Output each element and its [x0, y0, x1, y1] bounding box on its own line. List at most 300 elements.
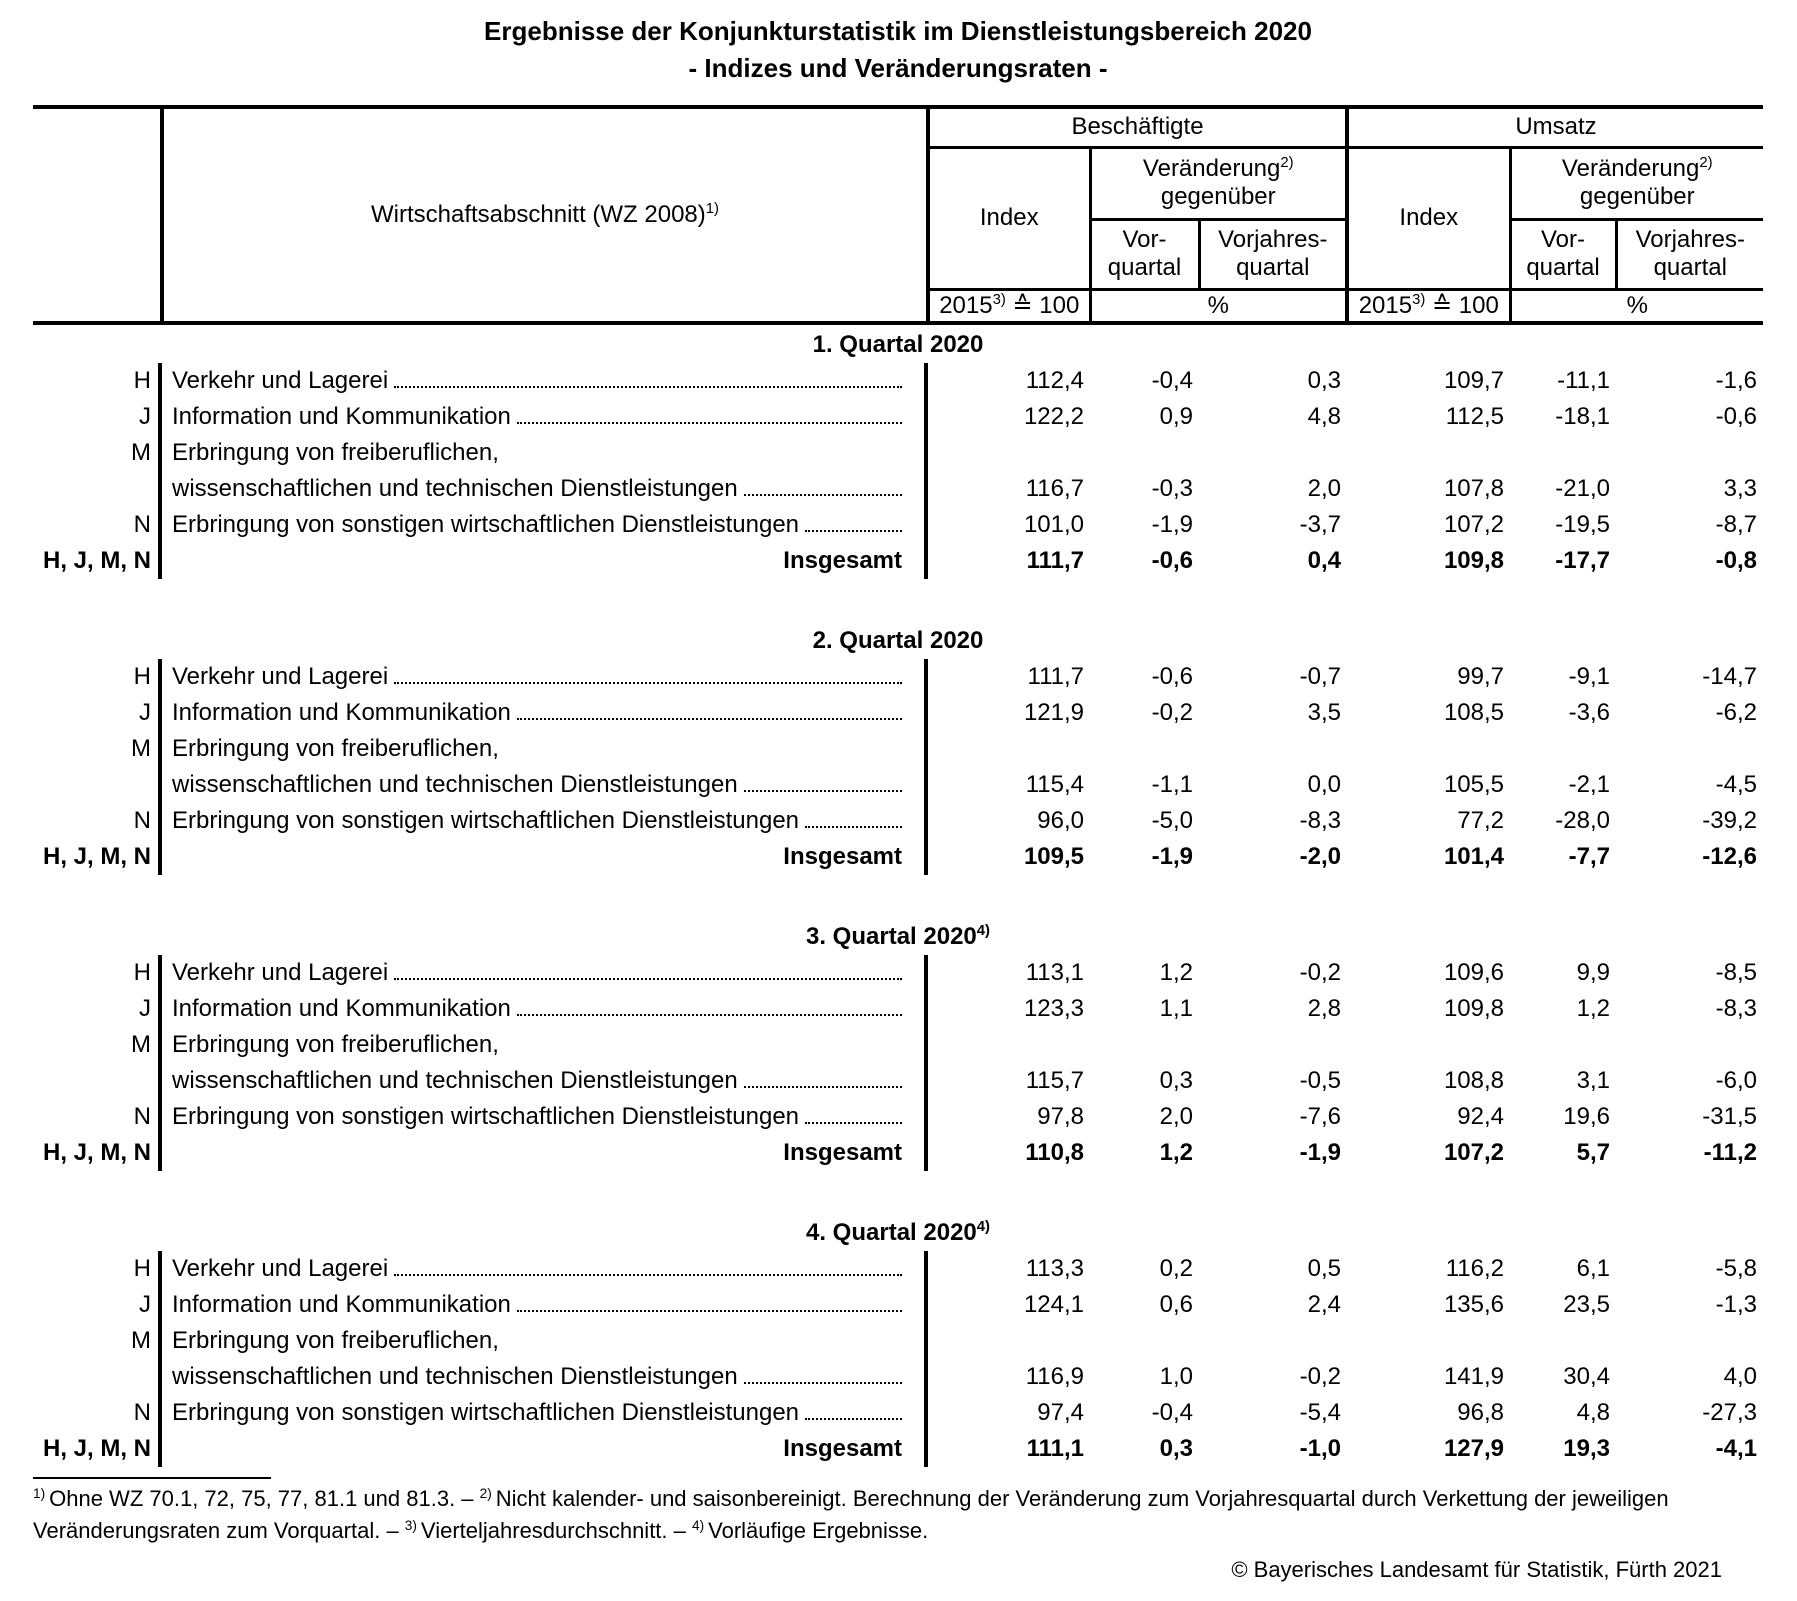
section-label	[162, 1027, 928, 1063]
umsatz-vorquartal-value: 5,7	[1576, 1139, 1610, 1166]
beschaeftigte-index-value: 122,2	[1023, 403, 1084, 430]
section-label	[162, 363, 928, 399]
beschaeftigte-vorquartal-value: 1,1	[1159, 995, 1193, 1022]
unit-base: 2015	[939, 291, 993, 319]
beschaeftigte-index-value: 97,4	[1037, 1399, 1084, 1426]
umsatz-vorjahresquartal-value: -4,5	[1715, 771, 1757, 798]
table-row	[33, 1323, 1763, 1359]
section-letter: H	[33, 955, 162, 991]
umsatz-vorjahresquartal-value: -8,7	[1715, 511, 1757, 538]
umsatz-vorquartal-value: -7,7	[1568, 843, 1610, 870]
umsatz-index-value: 109,7	[1443, 367, 1504, 394]
beschaeftigte-vorquartal-value: 2,0	[1159, 1103, 1193, 1130]
section-label	[162, 695, 928, 731]
total-label-text: Insgesamt	[783, 843, 902, 870]
umsatz-index-value: 99,7	[1457, 663, 1504, 690]
table-row	[33, 1287, 1763, 1323]
vorquartal-line2: quartal	[1107, 254, 1182, 281]
beschaeftigte-vorquartal-value: -0,6	[1151, 547, 1193, 574]
umsatz-vorquartal-value: -11,1	[1557, 367, 1610, 394]
umsatz-vorquartal-value: -18,1	[1555, 403, 1610, 430]
section-label	[162, 1323, 928, 1359]
section-label	[162, 767, 928, 803]
beschaeftigte-vorjahresquartal-value: -2,0	[1299, 843, 1341, 870]
beschaeftigte-vorquartal-value: -1,9	[1151, 511, 1193, 538]
beschaeftigte-vorjahresquartal-value: -8,3	[1299, 807, 1341, 834]
section-label-text: wissenschaftlichen und technischen Dienstleistungen	[172, 771, 738, 798]
header-beschaeftigte-index: Index	[928, 147, 1090, 289]
umsatz-vorquartal-value: 4,8	[1576, 1399, 1610, 1426]
footnote-text-2: Nicht kalender- und saisonbereinigt. Berechnung der Veränderung zum Vorjahresquartal durch Verkettung der jeweiligen Veränderungsraten zum Vorquartal. –	[33, 1486, 1669, 1543]
footnote-ref-1: 1)	[705, 200, 719, 217]
table-row	[33, 1359, 1763, 1395]
dot-leader	[744, 493, 902, 496]
quarter-block-q2	[33, 623, 1763, 875]
vorjahresquartal-line2: quartal	[1653, 254, 1727, 281]
table-row	[33, 955, 1763, 991]
section-label	[162, 659, 928, 695]
beschaeftigte-vorjahresquartal-value: 4,8	[1307, 403, 1341, 430]
section-label	[162, 471, 928, 507]
section-letter	[33, 1359, 162, 1395]
header-unit-2015	[928, 289, 1090, 323]
section-label-text: Information und Kommunikation	[172, 699, 511, 726]
gegenueber-label: gegenüber	[1579, 183, 1695, 210]
section-label	[162, 955, 928, 991]
header-umsatz: Umsatz	[1347, 107, 1763, 147]
header-umsatz-vorquartal	[1510, 219, 1616, 289]
header-wirtschaftsabschnitt-label: Wirtschaftsabschnitt (WZ 2008)	[371, 200, 706, 228]
beschaeftigte-index-value: 116,7	[1025, 475, 1084, 502]
umsatz-vorquartal-value: 19,3	[1563, 1435, 1610, 1462]
beschaeftigte-index-value: 115,4	[1025, 771, 1084, 798]
beschaeftigte-vorjahresquartal-value: 3,5	[1307, 699, 1341, 726]
table-row	[33, 731, 1763, 767]
beschaeftigte-index-value: 97,8	[1037, 1103, 1084, 1130]
section-letter: H	[33, 363, 162, 399]
beschaeftigte-index-value: 124,1	[1023, 1291, 1084, 1318]
umsatz-vorjahresquartal-value: -4,1	[1715, 1435, 1757, 1462]
vorjahresquartal-line2: quartal	[1236, 254, 1310, 281]
footnote-text-3: Vierteljahresdurchschnitt. –	[420, 1517, 692, 1543]
beschaeftigte-index-value: 112,4	[1025, 367, 1084, 394]
section-label-text: Verkehr und Lagerei	[172, 367, 389, 394]
table-row	[33, 507, 1763, 543]
section-label-text: Erbringung von sonstigen wirtschaftlichen Dienstleistungen	[172, 1399, 800, 1426]
footnote-text-4: Vorläufige Ergebnisse.	[708, 1517, 929, 1543]
beschaeftigte-index-value: 123,3	[1023, 995, 1084, 1022]
dot-leader	[394, 977, 902, 980]
vorquartal-line1: Vor-	[1122, 225, 1167, 253]
umsatz-index-value: 105,5	[1443, 771, 1504, 798]
gegenueber-label: gegenüber	[1160, 183, 1276, 210]
section-label-text: wissenschaftlichen und technischen Dienstleistungen	[172, 1067, 738, 1094]
beschaeftigte-vorjahresquartal-value: -0,2	[1299, 1363, 1341, 1390]
footnote-marker-1: 1)	[33, 1485, 46, 1501]
total-label	[162, 1135, 928, 1171]
beschaeftigte-vorquartal-value: 1,2	[1159, 959, 1193, 986]
section-letter: M	[33, 435, 162, 471]
section-label-text: Verkehr und Lagerei	[172, 1255, 389, 1282]
dot-leader	[744, 789, 902, 792]
beschaeftigte-index-value: 116,9	[1025, 1363, 1084, 1390]
footnote-ref-4: 4)	[976, 923, 990, 939]
quarter-title	[33, 623, 1763, 659]
section-label-text: Erbringung von freiberuflichen,	[172, 1031, 499, 1058]
section-label-text: Erbringung von sonstigen wirtschaftlichen Dienstleistungen	[172, 1103, 800, 1130]
beschaeftigte-vorquartal-value: -0,3	[1151, 475, 1193, 502]
beschaeftigte-vorjahresquartal-value: -0,2	[1299, 959, 1341, 986]
section-label	[162, 1251, 928, 1287]
umsatz-vorjahresquartal-value: -8,3	[1715, 995, 1757, 1022]
dot-leader	[517, 1013, 902, 1016]
quarter-title	[33, 1215, 1763, 1251]
veraenderung-label: Veränderung	[1561, 154, 1700, 182]
umsatz-vorjahresquartal-value: -1,6	[1715, 367, 1757, 394]
beschaeftigte-vorjahresquartal-value: 2,4	[1307, 1291, 1341, 1318]
dot-leader	[394, 1273, 902, 1276]
beschaeftigte-vorquartal-value: 1,0	[1159, 1363, 1193, 1390]
dot-leader	[805, 1417, 902, 1420]
unit-rest: ≙ 100	[1012, 291, 1080, 319]
table-row	[33, 767, 1763, 803]
section-letter: N	[33, 1099, 162, 1135]
umsatz-vorjahresquartal-value: -39,2	[1702, 807, 1757, 834]
umsatz-vorquartal-value: -17,7	[1555, 547, 1610, 574]
beschaeftigte-vorjahresquartal-value: 0,5	[1307, 1255, 1341, 1282]
umsatz-vorjahresquartal-value: -27,3	[1702, 1399, 1757, 1426]
table-row-total	[33, 839, 1763, 875]
section-label-text: Erbringung von freiberuflichen,	[172, 735, 499, 762]
beschaeftigte-vorquartal-value: -0,4	[1151, 367, 1193, 394]
table-row	[33, 1251, 1763, 1287]
dot-leader	[394, 385, 902, 388]
table-row	[33, 991, 1763, 1027]
dot-leader	[517, 717, 902, 720]
section-letter: H, J, M, N	[33, 839, 162, 875]
table-row	[33, 399, 1763, 435]
section-label-text: Verkehr und Lagerei	[172, 959, 389, 986]
section-letter: M	[33, 1323, 162, 1359]
table-header	[33, 105, 1763, 325]
section-label-text: Information und Kommunikation	[172, 403, 511, 430]
table-row	[33, 695, 1763, 731]
umsatz-vorquartal-value: 19,6	[1563, 1103, 1610, 1130]
umsatz-vorquartal-value: -3,6	[1568, 699, 1610, 726]
footnotes	[33, 1483, 1713, 1547]
section-label-text: wissenschaftlichen und technischen Dienstleistungen	[172, 475, 738, 502]
section-label	[162, 1395, 928, 1431]
umsatz-index-value: 108,5	[1443, 699, 1504, 726]
quarter-title-text: 4. Quartal 2020	[806, 1219, 977, 1246]
dot-leader	[394, 681, 902, 684]
beschaeftigte-vorjahresquartal-value: -1,0	[1299, 1435, 1341, 1462]
footnote-marker-3: 3)	[404, 1517, 417, 1533]
section-label	[162, 1359, 928, 1395]
umsatz-index-value: 107,2	[1443, 511, 1504, 538]
beschaeftigte-vorquartal-value: 1,2	[1159, 1139, 1193, 1166]
statistics-table	[33, 105, 1763, 1467]
beschaeftigte-vorquartal-value: 0,3	[1159, 1435, 1193, 1462]
section-label	[162, 1063, 928, 1099]
vorquartal-line1: Vor-	[1541, 225, 1586, 253]
quarter-title-text: 3. Quartal 2020	[806, 923, 977, 950]
umsatz-vorjahresquartal-value: -6,0	[1715, 1067, 1757, 1094]
umsatz-vorjahresquartal-value: -11,2	[1703, 1139, 1757, 1166]
umsatz-index-value: 109,8	[1443, 547, 1504, 574]
beschaeftigte-vorquartal-value: 0,3	[1159, 1067, 1193, 1094]
copyright-notice: © Bayerisches Landesamt für Statistik, Fürth 2021	[1231, 1556, 1722, 1582]
beschaeftigte-vorjahresquartal-value: -3,7	[1299, 511, 1341, 538]
dot-leader	[805, 529, 902, 532]
footnote-ref-3: 3)	[992, 291, 1006, 308]
umsatz-vorjahresquartal-value: -8,5	[1715, 959, 1757, 986]
footnote-ref-2: 2)	[1699, 154, 1713, 171]
beschaeftigte-vorquartal-value: -0,2	[1151, 699, 1193, 726]
umsatz-index-value: 116,2	[1445, 1255, 1504, 1282]
beschaeftigte-vorjahresquartal-value: 0,4	[1307, 547, 1341, 574]
beschaeftigte-index-value: 110,8	[1025, 1139, 1084, 1166]
umsatz-vorjahresquartal-value: 4,0	[1723, 1363, 1757, 1390]
quarter-title	[33, 919, 1763, 955]
header-beschaeftigte-vorjahresquartal	[1199, 219, 1347, 289]
total-label-text: Insgesamt	[783, 1435, 902, 1462]
section-letter: J	[33, 1287, 162, 1323]
beschaeftigte-index-value: 111,7	[1026, 547, 1084, 574]
beschaeftigte-vorjahresquartal-value: -7,6	[1299, 1103, 1341, 1130]
dot-leader	[805, 1121, 902, 1124]
section-letter: H, J, M, N	[33, 1135, 162, 1171]
umsatz-index-value: 109,6	[1443, 959, 1504, 986]
section-letter: N	[33, 1395, 162, 1431]
section-letter: J	[33, 991, 162, 1027]
footnote-text-1: Ohne WZ 70.1, 72, 75, 77, 81.1 und 81.3. –	[49, 1486, 480, 1511]
table-row	[33, 1395, 1763, 1431]
footnote-ref-3: 3)	[1412, 291, 1426, 308]
section-letter	[33, 471, 162, 507]
section-letter	[33, 1063, 162, 1099]
header-letter-column	[33, 107, 162, 323]
section-label-text: Erbringung von freiberuflichen,	[172, 1327, 499, 1354]
umsatz-vorquartal-value: 30,4	[1563, 1363, 1610, 1390]
umsatz-index-value: 107,2	[1443, 1139, 1504, 1166]
section-label-text: Erbringung von sonstigen wirtschaftlichen Dienstleistungen	[172, 511, 800, 538]
beschaeftigte-vorjahresquartal-value: 2,8	[1307, 995, 1341, 1022]
beschaeftigte-vorjahresquartal-value: 2,0	[1307, 475, 1341, 502]
beschaeftigte-index-value: 111,1	[1026, 1435, 1084, 1462]
total-label-text: Insgesamt	[783, 1139, 902, 1166]
total-label-text: Insgesamt	[783, 547, 902, 574]
umsatz-index-value: 92,4	[1457, 1103, 1504, 1130]
section-letter: M	[33, 731, 162, 767]
beschaeftigte-vorquartal-value: -0,4	[1151, 1399, 1193, 1426]
quarter-title	[33, 327, 1763, 363]
section-label	[162, 507, 928, 543]
quarter-title-text: 1. Quartal 2020	[812, 331, 984, 358]
header-unit-percent: %	[1207, 291, 1229, 319]
table-row	[33, 435, 1763, 471]
section-label-text: Information und Kommunikation	[172, 1291, 511, 1318]
table-row	[33, 1063, 1763, 1099]
umsatz-vorjahresquartal-value: -14,7	[1702, 663, 1757, 690]
umsatz-vorquartal-value: 23,5	[1563, 1291, 1610, 1318]
beschaeftigte-index-value: 111,7	[1027, 663, 1084, 690]
beschaeftigte-vorquartal-value: -0,6	[1151, 663, 1193, 690]
page-subtitle: - Indizes und Veränderungsraten -	[688, 53, 1108, 83]
umsatz-vorjahresquartal-value: -0,6	[1715, 403, 1757, 430]
quarter-block-q3	[33, 919, 1763, 1171]
title-block	[33, 0, 1763, 84]
dot-leader	[517, 1309, 902, 1312]
header-beschaeftigte: Beschäftigte	[928, 107, 1347, 147]
umsatz-vorjahresquartal-value: -0,8	[1715, 547, 1757, 574]
beschaeftigte-vorjahresquartal-value: 0,3	[1307, 367, 1341, 394]
header-unit-percent: %	[1626, 291, 1648, 319]
footnote-separator	[33, 1477, 271, 1479]
beschaeftigte-index-value: 113,3	[1025, 1255, 1084, 1282]
table-row	[33, 659, 1763, 695]
beschaeftigte-index-value: 113,1	[1025, 959, 1084, 986]
quarter-block-q4	[33, 1215, 1763, 1467]
beschaeftigte-vorjahresquartal-value: -0,5	[1299, 1067, 1341, 1094]
total-label	[162, 1431, 928, 1467]
veraenderung-label: Veränderung	[1142, 154, 1281, 182]
section-label	[162, 803, 928, 839]
umsatz-vorquartal-value: 1,2	[1576, 995, 1610, 1022]
section-label	[162, 731, 928, 767]
section-letter: N	[33, 803, 162, 839]
footnote-ref-2: 2)	[1280, 154, 1294, 171]
table-row	[33, 803, 1763, 839]
quarter-title-text: 2. Quartal 2020	[812, 627, 984, 654]
umsatz-index-value: 112,5	[1445, 403, 1504, 430]
quarter-block-q1	[33, 327, 1763, 579]
umsatz-vorjahresquartal-value: -12,6	[1702, 843, 1757, 870]
umsatz-vorquartal-value: -21,0	[1555, 475, 1610, 502]
section-label-text: Information und Kommunikation	[172, 995, 511, 1022]
section-label-text: wissenschaftlichen und technischen Dienstleistungen	[172, 1363, 738, 1390]
umsatz-vorquartal-value: 6,1	[1576, 1255, 1610, 1282]
section-label	[162, 1099, 928, 1135]
section-letter: M	[33, 1027, 162, 1063]
beschaeftigte-vorjahresquartal-value: -0,7	[1299, 663, 1341, 690]
umsatz-index-value: 109,8	[1443, 995, 1504, 1022]
table-row-total	[33, 1431, 1763, 1467]
table-row	[33, 1099, 1763, 1135]
beschaeftigte-vorjahresquartal-value: -1,9	[1299, 1139, 1341, 1166]
section-label	[162, 435, 928, 471]
section-letter: H, J, M, N	[33, 543, 162, 579]
beschaeftigte-vorquartal-value: 0,9	[1159, 403, 1193, 430]
umsatz-vorquartal-value: -9,1	[1568, 663, 1610, 690]
umsatz-index-value: 107,8	[1443, 475, 1504, 502]
umsatz-vorquartal-value: 3,1	[1576, 1067, 1610, 1094]
header-beschaeftigte-vorquartal	[1090, 219, 1199, 289]
footnote-marker-4: 4)	[692, 1517, 705, 1533]
section-label-text: Erbringung von freiberuflichen,	[172, 439, 499, 466]
umsatz-vorquartal-value: -2,1	[1568, 771, 1610, 798]
umsatz-vorquartal-value: 9,9	[1576, 959, 1610, 986]
unit-rest: ≙ 100	[1432, 291, 1499, 319]
section-letter: H, J, M, N	[33, 1431, 162, 1467]
beschaeftigte-vorjahresquartal-value: 0,0	[1307, 771, 1341, 798]
umsatz-vorjahresquartal-value: 3,3	[1723, 475, 1757, 502]
vorjahresquartal-line1: Vorjahres-	[1218, 225, 1328, 253]
unit-base: 2015	[1358, 291, 1413, 319]
section-letter: N	[33, 507, 162, 543]
umsatz-vorjahresquartal-value: -6,2	[1715, 699, 1757, 726]
beschaeftigte-vorquartal-value: -5,0	[1151, 807, 1193, 834]
umsatz-index-value: 141,9	[1443, 1363, 1504, 1390]
table-row	[33, 363, 1763, 399]
umsatz-index-value: 135,6	[1443, 1291, 1504, 1318]
dot-leader	[744, 1381, 902, 1384]
umsatz-index-value: 108,8	[1443, 1067, 1504, 1094]
umsatz-vorjahresquartal-value: -5,8	[1715, 1255, 1757, 1282]
umsatz-vorquartal-value: -19,5	[1555, 511, 1610, 538]
umsatz-index-value: 127,9	[1443, 1435, 1504, 1462]
beschaeftigte-index-value: 101,0	[1023, 511, 1084, 538]
total-label	[162, 543, 928, 579]
beschaeftigte-vorquartal-value: -1,9	[1151, 843, 1193, 870]
header-umsatz-vorjahresquartal	[1616, 219, 1763, 289]
header-unit-2015	[1347, 289, 1510, 323]
total-label	[162, 839, 928, 875]
section-label	[162, 991, 928, 1027]
section-letter	[33, 767, 162, 803]
beschaeftigte-index-value: 115,7	[1025, 1067, 1084, 1094]
table-row-total	[33, 1135, 1763, 1171]
beschaeftigte-index-value: 109,5	[1023, 843, 1084, 870]
page-title: Ergebnisse der Konjunkturstatistik im Dienstleistungsbereich 2020	[484, 16, 1312, 46]
umsatz-index-value: 101,4	[1443, 843, 1504, 870]
beschaeftigte-index-value: 96,0	[1037, 807, 1084, 834]
dot-leader	[744, 1085, 902, 1088]
header-beschaeftigte-veraenderung	[1090, 147, 1347, 219]
dot-leader	[517, 421, 902, 424]
umsatz-vorjahresquartal-value: -1,3	[1715, 1291, 1757, 1318]
section-letter: J	[33, 695, 162, 731]
dot-leader	[805, 825, 902, 828]
beschaeftigte-index-value: 121,9	[1023, 699, 1084, 726]
beschaeftigte-vorquartal-value: 0,6	[1159, 1291, 1193, 1318]
umsatz-index-value: 96,8	[1457, 1399, 1504, 1426]
footnote-marker-2: 2)	[479, 1485, 492, 1501]
beschaeftigte-vorjahresquartal-value: -5,4	[1299, 1399, 1341, 1426]
section-letter: H	[33, 659, 162, 695]
section-letter: J	[33, 399, 162, 435]
table-row-total	[33, 543, 1763, 579]
header-wirtschaftsabschnitt	[162, 107, 928, 323]
vorquartal-line2: quartal	[1526, 254, 1600, 281]
beschaeftigte-vorquartal-value: 0,2	[1159, 1255, 1193, 1282]
footnote-ref-4: 4)	[976, 1219, 990, 1235]
table-row	[33, 471, 1763, 507]
beschaeftigte-vorquartal-value: -1,1	[1151, 771, 1193, 798]
section-label	[162, 1287, 928, 1323]
section-label-text: Verkehr und Lagerei	[172, 663, 389, 690]
section-label-text: Erbringung von sonstigen wirtschaftlichen Dienstleistungen	[172, 807, 800, 834]
umsatz-vorquartal-value: -28,0	[1555, 807, 1610, 834]
vorjahresquartal-line1: Vorjahres-	[1635, 225, 1745, 253]
section-label	[162, 399, 928, 435]
umsatz-index-value: 77,2	[1457, 807, 1504, 834]
umsatz-vorjahresquartal-value: -31,5	[1702, 1103, 1757, 1130]
header-umsatz-index: Index	[1347, 147, 1510, 289]
header-umsatz-veraenderung	[1510, 147, 1763, 219]
section-letter: H	[33, 1251, 162, 1287]
table-row	[33, 1027, 1763, 1063]
